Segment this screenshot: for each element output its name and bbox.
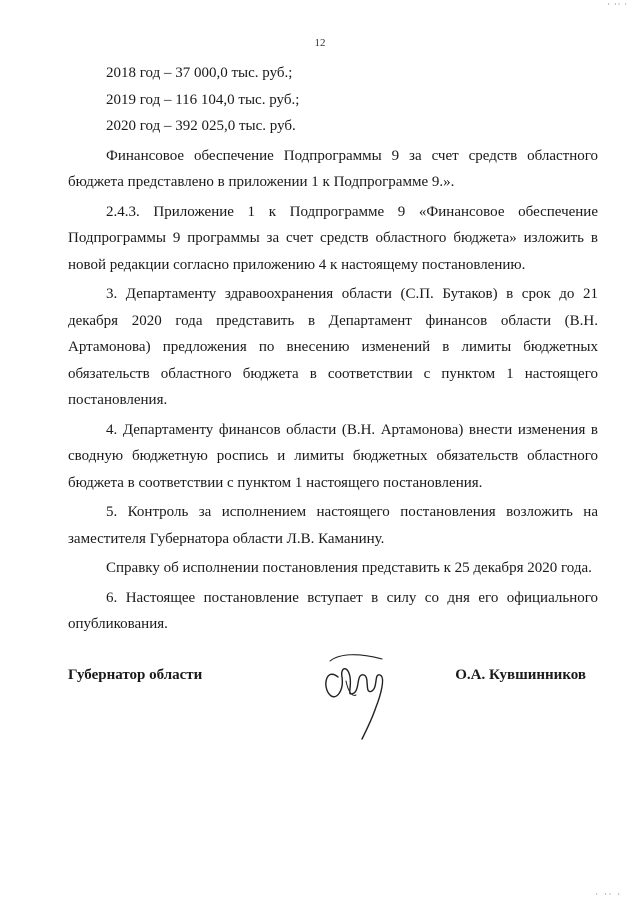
page-number: 12: [314, 37, 326, 49]
paragraph-report: Справку об исполнении постановления представить к 25 декабря 2020 года.: [106, 560, 592, 576]
paragraph-4: 4. Департаменту финансов области (В.Н. Артамонова) внести изменения в сводную бюджетную роспись и лимиты бюджетных обязательств областного бюджета в соответствии с пунктом 1 настоящего постановления.: [68, 421, 598, 491]
paragraph-5: 5. Контроль за исполнением настоящего постановления возложить на заместителя Губернатора области Л.В. Каманину.: [68, 504, 598, 547]
corner-mark: · ·· ·: [595, 890, 622, 899]
paragraph-funding-note: Финансовое обеспечение Подпрограммы 9 за счет средств областного бюджета представлено в приложении 1 к Подпрограмме 9.».: [68, 147, 598, 190]
paragraph-2-4-3: 2.4.3. Приложение 1 к Подпрограмме 9 «Финансовое обеспечение Подпрограммы 9 программы за счет средств областного бюджета» изложить в новой редакции согласно приложению 4 к настоящему постановлению.: [68, 203, 598, 273]
funding-line-2020: 2020 год – 392 025,0 тыс. руб.: [106, 118, 296, 134]
funding-line-2019: 2019 год – 116 104,0 тыс. руб.;: [106, 91, 300, 108]
signature-block: [68, 667, 598, 697]
signatory-position: Губернатор области: [68, 667, 203, 683]
document-body: [68, 60, 598, 641]
corner-mark: · ·· ·: [607, 0, 628, 9]
signatory-name: О.А. Кувшинников: [455, 667, 586, 683]
paragraph-6: 6. Настоящее постановление вступает в силу со дня его официального опубликования.: [68, 589, 598, 632]
funding-line-2018: 2018 год – 37 000,0 тыс. руб.;: [106, 65, 293, 81]
paragraph-3: 3. Департаменту здравоохранения области (С.П. Бутаков) в срок до 21 декабря 2020 года представить в Департамент финансов области (В.Н. Артамонова) предложения по внесению изменений в лимиты бюджетных обязательств областного бюджета в соответствии с пунктом 1 настоящего постановления.: [68, 286, 598, 408]
